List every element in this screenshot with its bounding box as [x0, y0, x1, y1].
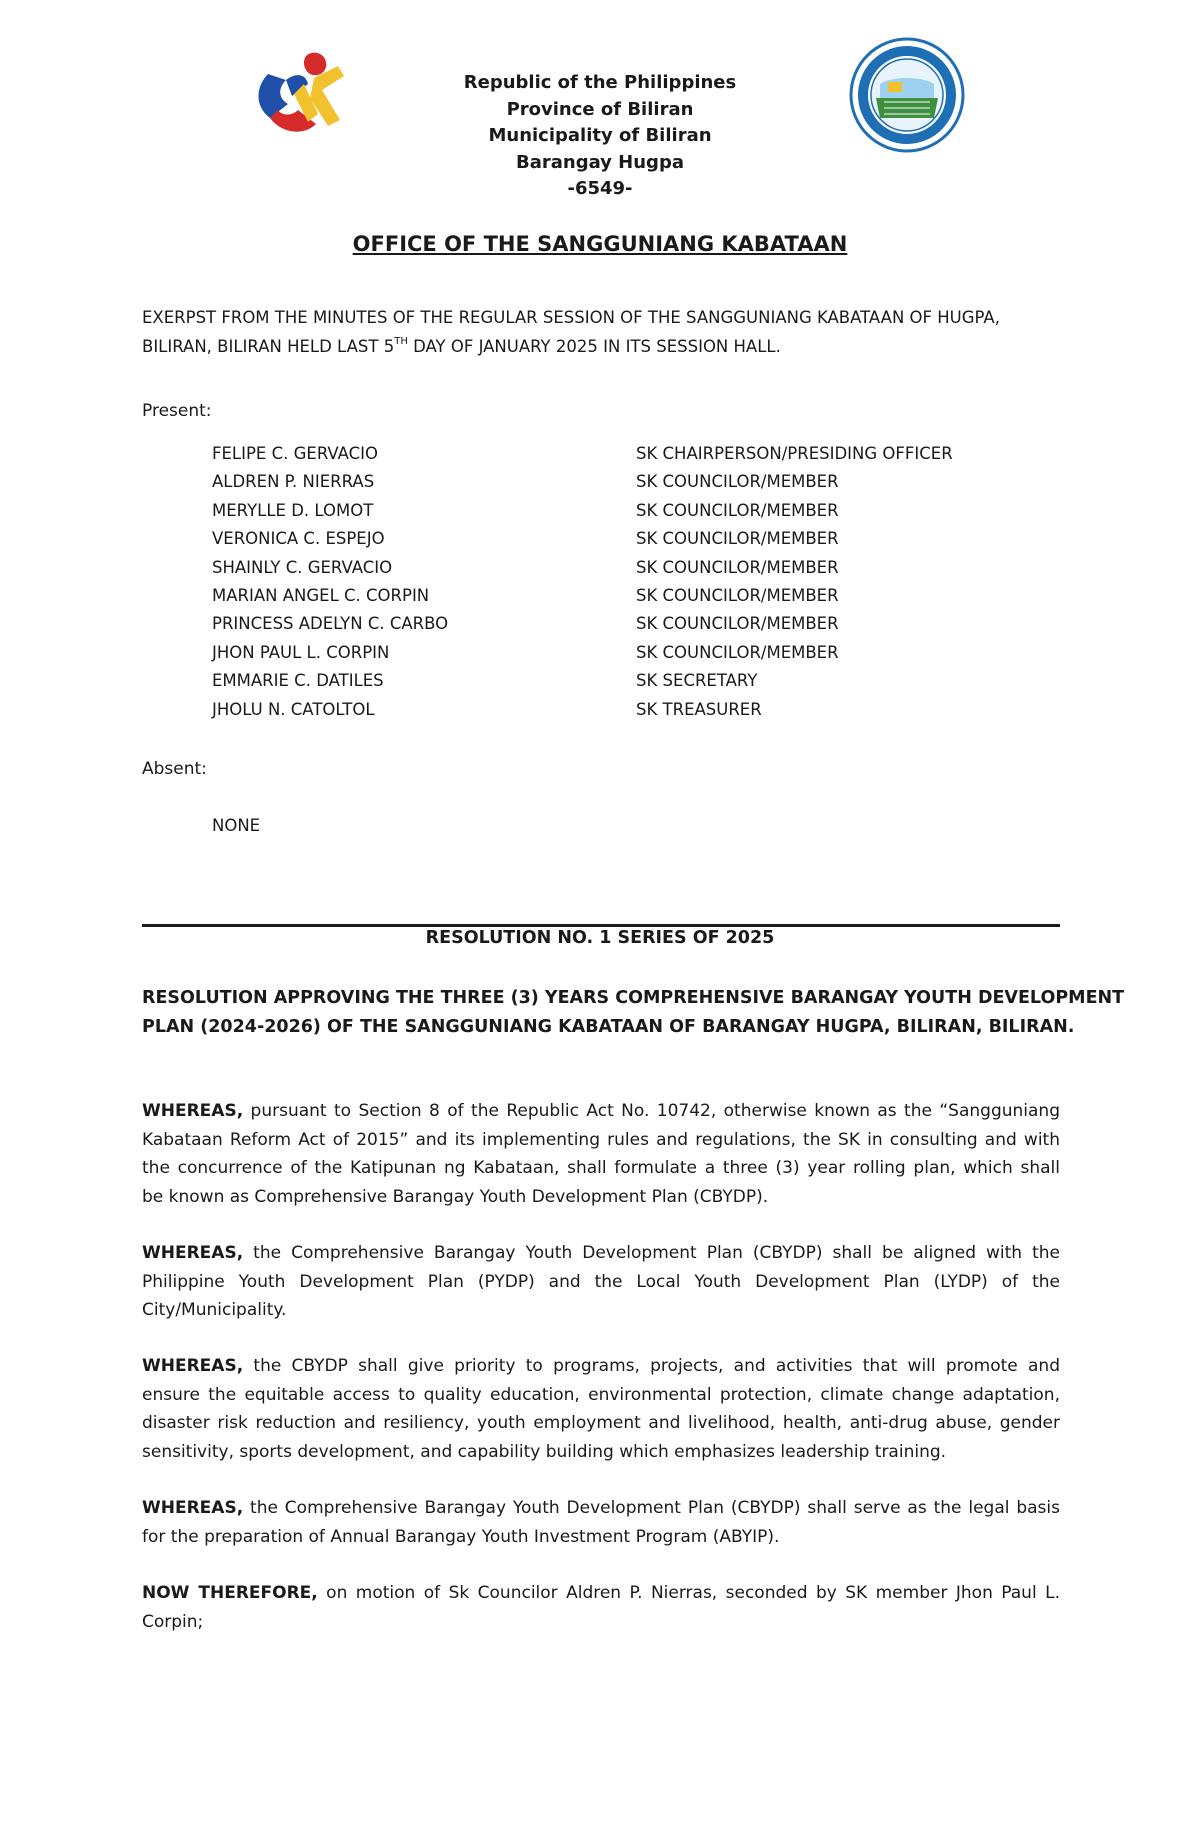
attendee-name: MERYLLE D. LOMOT: [212, 500, 374, 520]
attendee-row: [212, 643, 1112, 671]
resolution-number: RESOLUTION NO. 1 SERIES OF 2025: [425, 928, 775, 948]
attendee-row: [212, 501, 1112, 529]
paragraph-line: WHEREAS, the Comprehensive Barangay Youth Development Plan (CBYDP) shall serve as the legal basis: [142, 1498, 1060, 1518]
attendee-row: [212, 558, 1112, 586]
attendee-position: SK CHAIRPERSON/PRESIDING OFFICER: [636, 444, 953, 463]
paragraph-line: ensure the equitable access to quality education, environmental protection, climate change adaptation,: [142, 1384, 1060, 1405]
attendee-row: [212, 700, 1112, 728]
resolution-title: [142, 984, 1125, 1041]
attendee-row: [212, 586, 1112, 614]
header-line-republic: Republic of the Philippines: [463, 72, 737, 93]
header-line-province: Province of Biliran: [506, 98, 694, 120]
paragraph-line: WHEREAS, the Comprehensive Barangay Youth Development Plan (CBYDP) shall be aligned with the: [142, 1243, 1060, 1263]
excerpt-line-1: EXERPST FROM THE MINUTES OF THE REGULAR SESSION OF THE SANGGUNIANG KABATAAN OF HUGPA,: [142, 308, 1000, 327]
attendee-row: [212, 614, 1112, 642]
attendee-row: [212, 529, 1112, 557]
municipal-seal-icon: [848, 36, 966, 154]
paragraph-line: Corpin;: [142, 1611, 204, 1632]
header-line-municipality: Municipality of Biliran: [488, 125, 712, 146]
minutes-excerpt: [142, 303, 1062, 361]
attendee-name: FELIPE C. GERVACIO: [212, 444, 378, 463]
attendee-position: SK SECRETARY: [636, 671, 758, 691]
attendee-position: SK COUNCILOR/MEMBER: [636, 529, 839, 549]
whereas-paragraph-3: [142, 1352, 1060, 1466]
ordinal-suffix: TH: [394, 336, 408, 347]
attendee-name: PRINCESS ADELYN C. CARBO: [212, 614, 449, 634]
attendee-position: SK COUNCILOR/MEMBER: [636, 472, 839, 492]
whereas-paragraph-1: [142, 1097, 1060, 1211]
attendee-row: [212, 444, 1112, 472]
absent-value: NONE: [212, 816, 261, 835]
paragraph-line: NOW THEREFORE, on motion of Sk Councilor Aldren P. Nierras, seconded by SK member Jhon Paul L.: [142, 1583, 1060, 1603]
absent-label: Absent:: [142, 759, 207, 779]
attendee-name: MARIAN ANGEL C. CORPIN: [212, 585, 430, 605]
excerpt-line-2: BILIRAN, BILIRAN HELD LAST 5TH DAY OF JANUARY 2025 IN ITS SESSION HALL.: [142, 336, 781, 356]
paragraph-line: be known as Comprehensive Barangay Youth Development Plan (CBYDP).: [142, 1186, 769, 1207]
attendee-position: SK COUNCILOR/MEMBER: [636, 614, 839, 634]
attendee-name: ALDREN P. NIERRAS: [212, 472, 375, 492]
paragraph-line: the concurrence of the Katipunan ng Kabataan, shall formulate a three (3) year rolling plan, which shall: [142, 1158, 1060, 1179]
section-divider: [142, 924, 1060, 927]
attendee-position: SK TREASURER: [636, 699, 762, 719]
attendee-name: JHOLU N. CATOLTOL: [212, 699, 375, 719]
whereas-paragraph-2: [142, 1239, 1060, 1325]
office-title: OFFICE OF THE SANGGUNIANG KABATAAN: [352, 232, 848, 256]
attendee-name: EMMARIE C. DATILES: [212, 671, 384, 691]
now-therefore-paragraph: [142, 1579, 1060, 1636]
paragraph-line: WHEREAS, pursuant to Section 8 of the Republic Act No. 10742, otherwise known as the “Sangguniang: [142, 1101, 1060, 1121]
paragraph-line: disaster risk reduction and resiliency, youth employment and livelihood, health, anti-drug abuse, gender: [142, 1413, 1060, 1434]
paragraph-line: WHEREAS, the CBYDP shall give priority to programs, projects, and activities that will promote and: [142, 1356, 1060, 1376]
attendees-list: [212, 444, 1112, 728]
attendee-position: SK COUNCILOR/MEMBER: [636, 585, 839, 605]
present-label: Present:: [142, 401, 212, 421]
attendee-position: SK COUNCILOR/MEMBER: [636, 557, 839, 577]
attendee-name: SHAINLY C. GERVACIO: [212, 557, 393, 577]
sk-logo-icon: [248, 44, 354, 142]
attendee-row: [212, 671, 1112, 699]
paragraph-line: sensitivity, sports development, and capability building which emphasizes leadership training.: [142, 1441, 947, 1462]
resolution-title-line-2: PLAN (2024-2026) OF THE SANGGUNIANG KABATAAN OF BARANGAY HUGPA, BILIRAN, BILIRAN.: [142, 1016, 1075, 1037]
whereas-paragraph-4: [142, 1494, 1060, 1551]
paragraph-line: for the preparation of Annual Barangay Youth Investment Program (ABYIP).: [142, 1526, 780, 1547]
attendee-row: [212, 472, 1112, 500]
paragraph-line: Philippine Youth Development Plan (PYDP) and the Local Youth Development Plan (LYDP) of the: [142, 1271, 1060, 1292]
paragraph-line: Kabataan Reform Act of 2015” and its implementing rules and regulations, the SK in consulting and with: [142, 1129, 1060, 1150]
header-line-zip: -6549-: [567, 178, 633, 199]
letterhead: [380, 70, 820, 203]
attendee-position: SK COUNCILOR/MEMBER: [636, 500, 839, 520]
attendee-position: SK COUNCILOR/MEMBER: [636, 642, 839, 662]
attendee-name: VERONICA C. ESPEJO: [212, 529, 385, 549]
paragraph-line: City/Municipality.: [142, 1300, 287, 1321]
resolution-title-line-1: RESOLUTION APPROVING THE THREE (3) YEARS COMPREHENSIVE BARANGAY YOUTH DEVELOPMENT: [142, 988, 1125, 1008]
attendee-name: JHON PAUL L. CORPIN: [212, 642, 390, 662]
header-line-barangay: Barangay Hugpa: [516, 151, 684, 173]
